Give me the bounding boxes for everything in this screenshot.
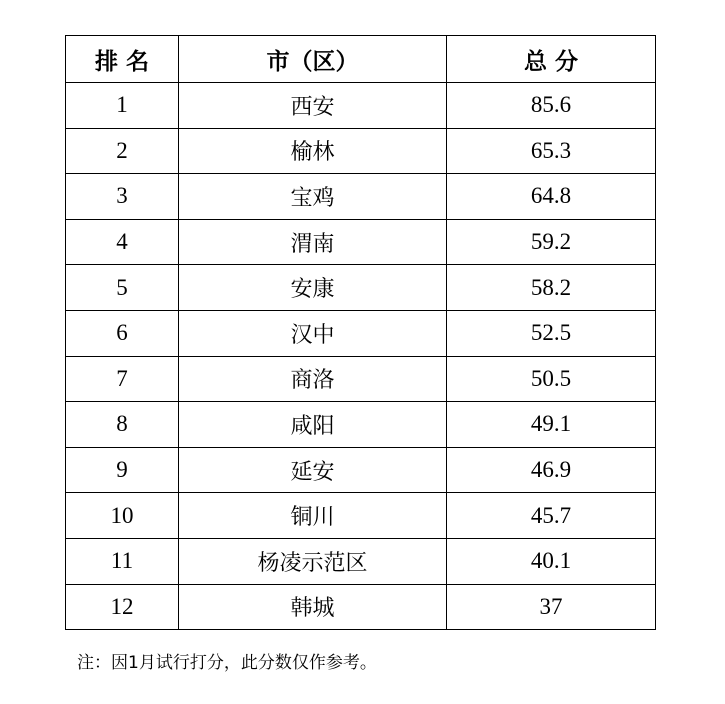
table-row bbox=[66, 83, 656, 129]
score-cell: 40.1 bbox=[447, 538, 656, 584]
rank-cell: 4 bbox=[66, 219, 179, 265]
rank-cell: 8 bbox=[66, 402, 179, 448]
rank-cell: 2 bbox=[66, 128, 179, 174]
city-cell: 西安 bbox=[179, 83, 447, 129]
ranking-table-container bbox=[65, 35, 656, 630]
table-header-row bbox=[66, 36, 656, 83]
city-cell: 铜川 bbox=[179, 493, 447, 539]
city-cell: 安康 bbox=[179, 265, 447, 311]
city-cell: 宝鸡 bbox=[179, 174, 447, 220]
rank-cell: 3 bbox=[66, 174, 179, 220]
city-cell: 杨凌示范区 bbox=[179, 538, 447, 584]
city-cell: 咸阳 bbox=[179, 402, 447, 448]
city-cell: 汉中 bbox=[179, 310, 447, 356]
rank-cell: 5 bbox=[66, 265, 179, 311]
score-cell: 85.6 bbox=[447, 83, 656, 129]
score-cell: 45.7 bbox=[447, 493, 656, 539]
header-rank: 排 名 bbox=[66, 36, 179, 83]
score-cell: 59.2 bbox=[447, 219, 656, 265]
table-row bbox=[66, 447, 656, 493]
rank-cell: 11 bbox=[66, 538, 179, 584]
table-row bbox=[66, 219, 656, 265]
rank-cell: 1 bbox=[66, 83, 179, 129]
score-cell: 37 bbox=[447, 584, 656, 630]
city-cell: 韩城 bbox=[179, 584, 447, 630]
rank-cell: 6 bbox=[66, 310, 179, 356]
table-row bbox=[66, 310, 656, 356]
footnote: 注：因1月试行打分，此分数仅作参考。 bbox=[77, 653, 377, 673]
header-city: 市（区） bbox=[179, 36, 447, 83]
table-row bbox=[66, 128, 656, 174]
ranking-table bbox=[65, 35, 656, 630]
score-cell: 46.9 bbox=[447, 447, 656, 493]
score-cell: 65.3 bbox=[447, 128, 656, 174]
table-row bbox=[66, 402, 656, 448]
table-row bbox=[66, 356, 656, 402]
rank-cell: 12 bbox=[66, 584, 179, 630]
table-row bbox=[66, 584, 656, 630]
city-cell: 商洛 bbox=[179, 356, 447, 402]
city-cell: 榆林 bbox=[179, 128, 447, 174]
rank-cell: 7 bbox=[66, 356, 179, 402]
score-cell: 52.5 bbox=[447, 310, 656, 356]
rank-cell: 10 bbox=[66, 493, 179, 539]
city-cell: 渭南 bbox=[179, 219, 447, 265]
table-row bbox=[66, 493, 656, 539]
score-cell: 58.2 bbox=[447, 265, 656, 311]
score-cell: 50.5 bbox=[447, 356, 656, 402]
rank-cell: 9 bbox=[66, 447, 179, 493]
table-row bbox=[66, 174, 656, 220]
score-cell: 64.8 bbox=[447, 174, 656, 220]
table-row bbox=[66, 538, 656, 584]
city-cell: 延安 bbox=[179, 447, 447, 493]
table-row bbox=[66, 265, 656, 311]
score-cell: 49.1 bbox=[447, 402, 656, 448]
header-score: 总 分 bbox=[447, 36, 656, 83]
